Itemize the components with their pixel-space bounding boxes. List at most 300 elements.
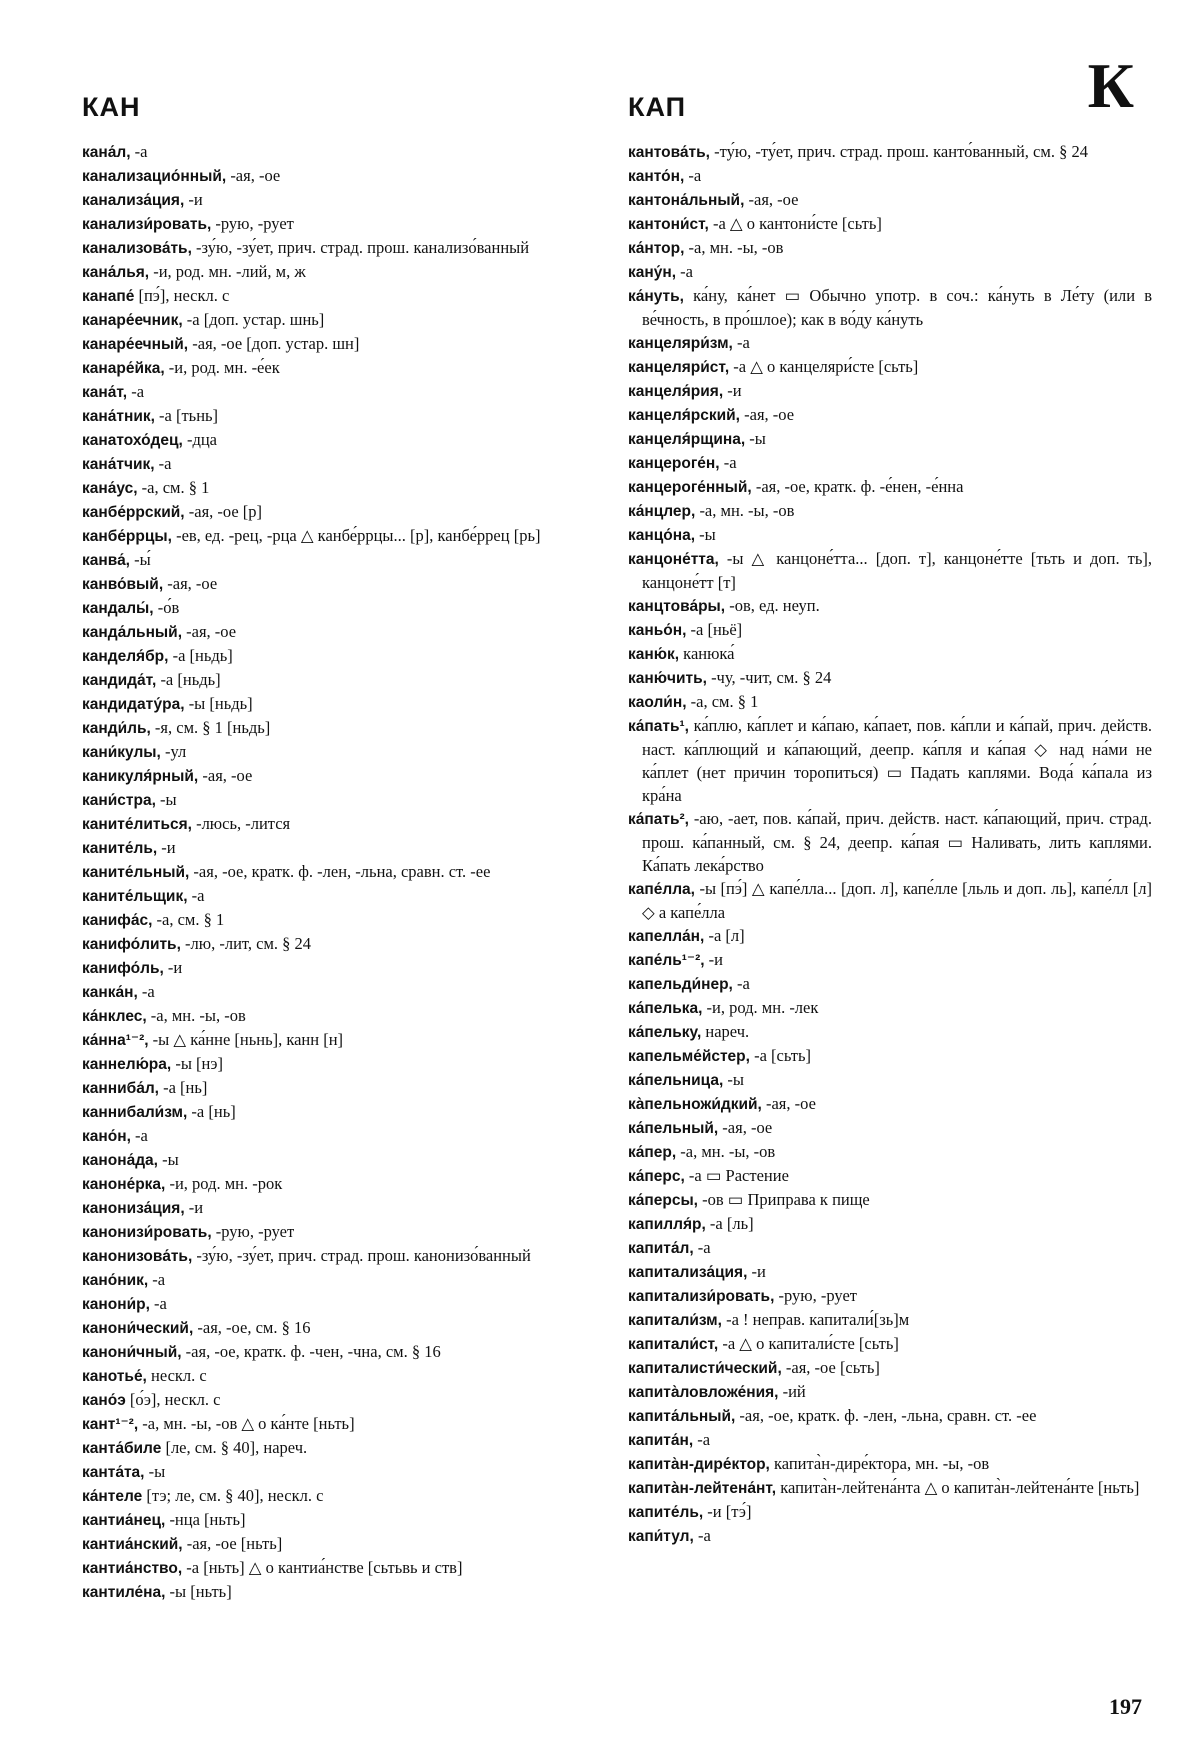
dictionary-entry (628, 1404, 1152, 1428)
dictionary-entry (82, 236, 606, 260)
dictionary-entry (82, 476, 606, 500)
entry-headword: канони́чный, (82, 1344, 182, 1361)
page-number: 197 (1109, 1694, 1142, 1719)
entry-headword: ка́нна¹⁻², (82, 1032, 149, 1049)
dictionary-entry (628, 1500, 1152, 1524)
dictionary-entry (82, 812, 606, 836)
entry-body: -а [ньдь] (156, 670, 221, 689)
dictionary-entry (628, 1476, 1152, 1500)
entry-body: -а (149, 1294, 167, 1313)
entry-body: -ая, -ое (163, 574, 218, 593)
entry-headword: капе́ль¹⁻², (628, 952, 705, 969)
entry-body: -и, род. мн. -лек (702, 998, 819, 1017)
dictionary-entry (628, 475, 1152, 499)
entry-headword: кано́э (82, 1392, 126, 1409)
entry-body: нареч. (701, 1022, 750, 1041)
entry-headword: ка̀пельножи́дкий, (628, 1096, 762, 1113)
entry-body: -ая, -ое [р] (184, 502, 263, 521)
entry-headword: каните́литься, (82, 816, 192, 833)
entry-body: -а [ль] (705, 1214, 754, 1233)
dictionary-entry (628, 1308, 1152, 1332)
entry-body: -ая, -ое, кратк. ф. -лен, -льна, сравн. ст. -ее (189, 862, 491, 881)
entry-headword: канва́, (82, 552, 130, 569)
entry-headword: каньо́н, (628, 622, 687, 639)
entry-body: канюка́ (679, 644, 735, 663)
entry-body: -ев, ед. -рец, -рца △ канбе́ррцы... [р], канбе́ррец [рь] (171, 526, 541, 545)
entry-body: -а [ньё] (686, 620, 743, 639)
entry-headword: кани́кулы, (82, 744, 161, 761)
dictionary-entry (82, 1076, 606, 1100)
dictionary-entry (628, 1044, 1152, 1068)
entry-body: -ов, ед. неуп. (725, 596, 820, 615)
dictionary-entry (628, 1140, 1152, 1164)
dictionary-entry (628, 379, 1152, 403)
entry-headword: кандалы́, (82, 600, 154, 617)
entry-headword: канцтова́ры, (628, 598, 726, 615)
entry-body: -рую, -рует (774, 1286, 857, 1305)
entry-body: -ул (160, 742, 187, 761)
entry-body: -а (684, 166, 702, 185)
entry-body: ка́ну, ка́нет ▭ Обычно употр. в соч.: ка́нуть в Ле́ту (или в ве́чность, в про́шлое); как в во́ду ка́нуть (642, 286, 1152, 329)
entry-headword: канона́да, (82, 1152, 158, 1169)
entry-headword: канбе́ррцы, (82, 528, 172, 545)
entry-headword: каноне́рка, (82, 1176, 166, 1193)
dictionary-entry (628, 284, 1152, 331)
entry-headword: капилля́р, (628, 1216, 706, 1233)
entry-body: -а, мн. -ы, -ов (676, 1142, 776, 1161)
entry-headword: ка́перс, (628, 1168, 685, 1185)
dictionary-entry (82, 908, 606, 932)
right-column (628, 140, 1152, 1548)
dictionary-entry (82, 1172, 606, 1196)
dictionary-entry (628, 594, 1152, 618)
dictionary-entry (82, 740, 606, 764)
entry-body: -ы (144, 1462, 166, 1481)
entry-body: -а, мн. -ы, -ов (684, 238, 784, 257)
entry-body: -а (154, 454, 172, 473)
entry-body: -и (723, 381, 742, 400)
dictionary-entry (628, 1356, 1152, 1380)
entry-headword: канво́вый, (82, 576, 164, 593)
entry-body: -ы [нэ] (171, 1054, 223, 1073)
entry-body: -чу, -чит, см. § 24 (706, 668, 832, 687)
entry-headword: кантиа́нский, (82, 1536, 183, 1553)
dictionary-entry (628, 1092, 1152, 1116)
entry-body: -и (184, 190, 203, 209)
entry-headword: кана́тник, (82, 408, 155, 425)
dictionary-entry (82, 308, 606, 332)
dictionary-entry (82, 1244, 606, 1268)
entry-body: -а, мн. -ы, -ов (146, 1006, 246, 1025)
entry-body: -ая, -ое (744, 190, 799, 209)
entry-body: -рую, -рует (211, 1222, 295, 1241)
entry-body: -ая, -ое [ньть] (182, 1534, 283, 1553)
entry-headword: канцеляри́ст, (628, 359, 730, 376)
dictionary-entry (628, 1452, 1152, 1476)
entry-headword: ка́пать¹, (628, 718, 689, 735)
dictionary-entry (82, 860, 606, 884)
entry-headword: каннелю́ра, (82, 1056, 172, 1073)
entry-headword: капитали́зм, (628, 1312, 722, 1329)
dictionary-entry (82, 500, 606, 524)
entry-headword: канализова́ть, (82, 240, 192, 257)
entry-headword: каню́к, (628, 646, 680, 663)
entry-headword: канатохо́дец, (82, 432, 183, 449)
entry-headword: кант¹⁻², (82, 1416, 139, 1433)
entry-body: -а (693, 1430, 711, 1449)
entry-headword: канцероге́н, (628, 455, 720, 472)
entry-headword: кано́н, (82, 1128, 131, 1145)
dictionary-entry (628, 1188, 1152, 1212)
entry-headword: канони́р, (82, 1296, 150, 1313)
entry-headword: канаре́ечник, (82, 312, 183, 329)
dictionary-entry (628, 1164, 1152, 1188)
entry-body: -ий (778, 1382, 806, 1401)
entry-body: капита̀н-лейтена́нта △ о капита̀н-лейтена́нте [ньть] (776, 1478, 1140, 1497)
dictionary-entry (82, 1196, 606, 1220)
entry-body: -и (747, 1262, 766, 1281)
entry-body: -люсь, -лится (191, 814, 291, 833)
entry-body: -ая, -ое (198, 766, 253, 785)
entry-body: нескл. с (146, 1366, 207, 1385)
entry-headword: кантиле́на, (82, 1584, 166, 1601)
entry-body: -а ▭ Растение (684, 1166, 789, 1185)
entry-body: -ы (723, 1070, 744, 1089)
entry-headword: капельди́нер, (628, 976, 733, 993)
dictionary-entry (82, 1460, 606, 1484)
dictionary-entry (628, 924, 1152, 948)
entry-body: -ая, -ое, кратк. ф. -чен, -чна, см. § 16 (181, 1342, 441, 1361)
entry-headword: канализи́ровать, (82, 216, 212, 233)
entry-body: -а [нь] (158, 1078, 208, 1097)
entry-headword: кантова́ть, (628, 144, 710, 161)
entry-headword: кана́ус, (82, 480, 138, 497)
entry-headword: ка́нтеле (82, 1488, 143, 1505)
entry-body: -а [ньдь] (168, 646, 233, 665)
dictionary-entry (82, 1388, 606, 1412)
dictionary-entry (82, 1268, 606, 1292)
dictionary-entry (82, 1532, 606, 1556)
entry-body: -а, см. § 1 (686, 692, 759, 711)
dictionary-entry (82, 1580, 606, 1604)
entry-body: -ая, -ое, кратк. ф. -лен, -льна, сравн. ст. -ее (735, 1406, 1037, 1425)
entry-headword: кану́н, (628, 264, 677, 281)
entry-headword: кана́т, (82, 384, 128, 401)
dictionary-entry (82, 884, 606, 908)
entry-body: -а (148, 1270, 166, 1289)
entry-headword: ка́нклес, (82, 1008, 147, 1025)
entry-body: -а, см. § 1 (152, 910, 225, 929)
entry-body: -ы (695, 525, 716, 544)
entry-body: -а △ о капитали́сте [сьть] (718, 1334, 899, 1353)
entry-body: -а (127, 382, 145, 401)
entry-body: -зу́ю, -зу́ет, прич. страд. прош. канонизо́ванный (192, 1246, 531, 1265)
entry-body: -и (704, 950, 723, 969)
entry-headword: кантона́льный, (628, 192, 745, 209)
dictionary-entry (628, 642, 1152, 666)
entry-body: -а, см. § 1 (137, 478, 210, 497)
dictionary-entry (82, 260, 606, 284)
entry-headword: ка́пельница, (628, 1072, 724, 1089)
entry-headword: канцо́на, (628, 527, 696, 544)
entry-body: -а (130, 1126, 148, 1145)
entry-headword: канделя́бр, (82, 648, 169, 665)
entry-body: -а △ о канцеляри́сте [сьть] (729, 357, 919, 376)
dictionary-entry (82, 692, 606, 716)
entry-body: -ая, -ое (761, 1094, 816, 1113)
entry-headword: ка́персы, (628, 1192, 698, 1209)
entry-headword: капиталисти́ческий, (628, 1360, 782, 1377)
entry-headword: кана́л, (82, 144, 131, 161)
entry-headword: канониза́ция, (82, 1200, 185, 1217)
entry-headword: капитализа́ция, (628, 1264, 748, 1281)
dictionary-entry (628, 331, 1152, 355)
entry-headword: канапе́ (82, 288, 135, 305)
dictionary-entry (82, 1412, 606, 1436)
entry-body: -ы (155, 790, 177, 809)
entry-headword: капите́ль, (628, 1504, 704, 1521)
dictionary-entry (628, 260, 1152, 284)
dictionary-entry (628, 666, 1152, 690)
entry-body: -а (137, 982, 155, 1001)
entry-headword: канди́ль, (82, 720, 151, 737)
entry-body: -аю, -ает, пов. ка́пай, прич. действ. наст. ка́пающий, прич. страд. прош. ка́панный, см. § 24, деепр. ка́пая ▭ Наливать, лить каплями. Ка́пать лека́рство (642, 809, 1152, 875)
entry-headword: капита̀ловложе́ния, (628, 1384, 779, 1401)
entry-headword: каннибали́зм, (82, 1104, 188, 1121)
entry-headword: каните́льный, (82, 864, 190, 881)
entry-headword: канниба́л, (82, 1080, 159, 1097)
entry-body: -а, мн. -ы, -ов △ о ка́нте [ньть] (138, 1414, 355, 1433)
dictionary-entry (82, 668, 606, 692)
dictionary-entry (82, 1220, 606, 1244)
entry-body: -а [тьнь] (154, 406, 219, 425)
entry-headword: кана́тчик, (82, 456, 155, 473)
section-letter: К (1087, 50, 1134, 121)
entry-headword: каоли́н, (628, 694, 687, 711)
dictionary-entry (82, 428, 606, 452)
dictionary-entry (628, 714, 1152, 807)
entry-headword: ка́пер, (628, 1144, 677, 1161)
entry-headword: канцероге́нный, (628, 479, 752, 496)
entry-headword: канцеляри́зм, (628, 335, 733, 352)
entry-body: -и, род. мн. -рок (165, 1174, 283, 1193)
entry-body: -ы (157, 1150, 179, 1169)
dictionary-entry (82, 140, 606, 164)
entry-body: -ов ▭ Приправа к пище (698, 1190, 870, 1209)
entry-headword: каните́ль, (82, 840, 158, 857)
dictionary-entry (82, 452, 606, 476)
dictionary-entry (628, 1212, 1152, 1236)
dictionary-entry (82, 764, 606, 788)
entry-body: [тэ; ле, см. § 40], нескл. с (142, 1486, 324, 1505)
entry-body: -я, см. § 1 [ньдь] (150, 718, 271, 737)
entry-headword: канотье́, (82, 1368, 147, 1385)
dictionary-entry (628, 1116, 1152, 1140)
dictionary-entry (82, 1004, 606, 1028)
entry-body: -и (163, 958, 183, 977)
entry-headword: ка́пельный, (628, 1120, 719, 1137)
entry-body: -ая, -ое [сьть] (781, 1358, 880, 1377)
entry-headword: капита́л, (628, 1240, 694, 1257)
entry-body: -ы (745, 429, 766, 448)
left-column (82, 140, 606, 1604)
entry-body: -а (732, 974, 750, 993)
left-guide-word: КАН (82, 92, 141, 122)
dictionary-entry (628, 451, 1152, 475)
entry-headword: кано́ник, (82, 1272, 149, 1289)
right-guide-word: КАП (628, 92, 687, 122)
entry-headword: каникуля́рный, (82, 768, 199, 785)
entry-body: -а [доп. устар. шнь] (182, 310, 325, 329)
entry-headword: канбе́ррский, (82, 504, 185, 521)
entry-body: -а (732, 333, 750, 352)
dictionary-entry (628, 188, 1152, 212)
entry-body: -и (184, 1198, 204, 1217)
entry-headword: канифа́с, (82, 912, 153, 929)
dictionary-entry (82, 284, 606, 308)
entry-body: -ая, -ое (740, 405, 795, 424)
entry-body: -а [нь] (187, 1102, 236, 1121)
dictionary-entry (628, 1236, 1152, 1260)
entry-body: -а (693, 1238, 711, 1257)
entry-body: -и, род. мн. -е́ек (164, 358, 280, 377)
entry-body: -о́в (153, 598, 180, 617)
dictionary-entry (628, 972, 1152, 996)
entry-headword: ка́нцлер, (628, 503, 696, 520)
dictionary-entry (82, 1052, 606, 1076)
entry-body: -а, мн. -ы, -ов (695, 501, 795, 520)
entry-headword: канцеля́рский, (628, 407, 740, 424)
entry-headword: канцеля́рия, (628, 383, 724, 400)
entry-body: -рую, -рует (211, 214, 294, 233)
entry-body: -и (157, 838, 176, 857)
entry-headword: капита́льный, (628, 1408, 736, 1425)
entry-body: -ая, -ое (182, 622, 237, 641)
entry-headword: капита́н, (628, 1432, 694, 1449)
dictionary-entry (628, 547, 1152, 594)
entry-headword: ка́нуть, (628, 288, 684, 305)
entry-body: -а ! неправ. капитали́[зь]м (721, 1310, 910, 1329)
entry-body: -лю, -лит, см. § 24 (180, 934, 312, 953)
entry-body: -а (187, 886, 205, 905)
entry-headword: кантони́ст, (628, 216, 709, 233)
entry-body: -ы [ньть] (165, 1582, 232, 1601)
dictionary-entry (82, 1508, 606, 1532)
entry-body: -ая, -ое, см. § 16 (193, 1318, 311, 1337)
entry-body: -ая, -ое (226, 166, 281, 185)
entry-body: -ы [ньдь] (184, 694, 253, 713)
dictionary-entry (82, 1316, 606, 1340)
entry-body: -ы́ (130, 550, 151, 569)
dictionary-entry (628, 499, 1152, 523)
entry-headword: каните́льщик, (82, 888, 188, 905)
entry-body: -ту́ю, -ту́ет, прич. страд. прош. канто́ванный, см. § 24 (709, 142, 1088, 161)
entry-headword: ка́пельку, (628, 1024, 702, 1041)
entry-body: -ы [пэ́] △ капе́лла... [доп. л], капе́лле [льль и доп. ль], капе́лл [л] ◇ а капе́лла (642, 879, 1152, 922)
entry-body: -ая, -ое, кратк. ф. -е́нен, -е́нна (751, 477, 964, 496)
dictionary-entry (628, 427, 1152, 451)
dictionary-entry (628, 1524, 1152, 1548)
dictionary-entry (82, 188, 606, 212)
entry-headword: канализацио́нный, (82, 168, 227, 185)
dictionary-entry (82, 212, 606, 236)
entry-body: -а (676, 262, 693, 281)
dictionary-entry (82, 1484, 606, 1508)
entry-body: -зу́ю, -зу́ет, прич. страд. прош. канализо́ванный (191, 238, 530, 257)
entry-body: -а [ньть] △ о кантиа́нстве [сьтьвь и ств] (182, 1558, 463, 1577)
entry-body: -а (693, 1526, 711, 1545)
entry-headword: ка́пать², (628, 811, 689, 828)
entry-headword: капелла́н, (628, 928, 705, 945)
dictionary-entry (82, 524, 606, 548)
entry-body: -ая, -ое [доп. устар. шн] (188, 334, 360, 353)
entry-body: [пэ́], нескл. с (134, 286, 230, 305)
dictionary-entry (628, 996, 1152, 1020)
entry-body: -ы △ канцоне́тта... [доп. т], канцоне́тте [тьть и доп. ть], канцоне́тт [т] (642, 549, 1152, 592)
entry-headword: капитализи́ровать, (628, 1288, 775, 1305)
dictionary-entry (82, 1556, 606, 1580)
dictionary-entry (628, 1428, 1152, 1452)
dictionary-entry (628, 1068, 1152, 1092)
entry-body: -и, род. мн. -лий, м, ж (149, 262, 306, 281)
dictionary-entry (82, 548, 606, 572)
entry-headword: канони́ческий, (82, 1320, 194, 1337)
entry-headword: канто́н, (628, 168, 685, 185)
dictionary-entry (82, 1292, 606, 1316)
entry-headword: канонизи́ровать, (82, 1224, 212, 1241)
dictionary-entry (82, 572, 606, 596)
entry-headword: канифо́ль, (82, 960, 164, 977)
dictionary-entry (82, 404, 606, 428)
dictionary-entry (82, 788, 606, 812)
entry-body: [о́э], нескл. с (125, 1390, 221, 1409)
entry-body: [ле, см. § 40], нареч. (161, 1438, 308, 1457)
entry-headword: канаре́йка, (82, 360, 165, 377)
entry-body: -дца (182, 430, 217, 449)
dictionary-entry (628, 403, 1152, 427)
entry-headword: канта́та, (82, 1464, 145, 1481)
entry-headword: капитали́ст, (628, 1336, 719, 1353)
dictionary-entry (82, 1364, 606, 1388)
dictionary-entry (82, 332, 606, 356)
dictionary-entry (82, 1028, 606, 1052)
entry-headword: канифо́лить, (82, 936, 181, 953)
entry-body: -а △ о кантони́сте [сьть] (708, 214, 882, 233)
entry-body: -а [сьть] (749, 1046, 811, 1065)
entry-body: -а [л] (704, 926, 745, 945)
dictionary-entry (628, 523, 1152, 547)
entry-headword: капита̀н-дире́ктор, (628, 1456, 770, 1473)
dictionary-entry (82, 596, 606, 620)
entry-headword: канализа́ция, (82, 192, 185, 209)
dictionary-entry (628, 355, 1152, 379)
dictionary-entry (628, 140, 1152, 164)
entry-headword: капи́тул, (628, 1528, 694, 1545)
entry-headword: канаре́ечный, (82, 336, 189, 353)
dictionary-entry (82, 1124, 606, 1148)
dictionary-entry (628, 618, 1152, 642)
dictionary-entry (82, 1340, 606, 1364)
entry-headword: кандида́т, (82, 672, 157, 689)
dictionary-entry (628, 164, 1152, 188)
entry-body: -нца [ньть] (165, 1510, 246, 1529)
entry-headword: кантиа́нство, (82, 1560, 183, 1577)
entry-body: -а (719, 453, 737, 472)
dictionary-entry (628, 1332, 1152, 1356)
entry-headword: канцеля́рщина, (628, 431, 746, 448)
dictionary-entry (628, 1380, 1152, 1404)
dictionary-entry (628, 807, 1152, 877)
